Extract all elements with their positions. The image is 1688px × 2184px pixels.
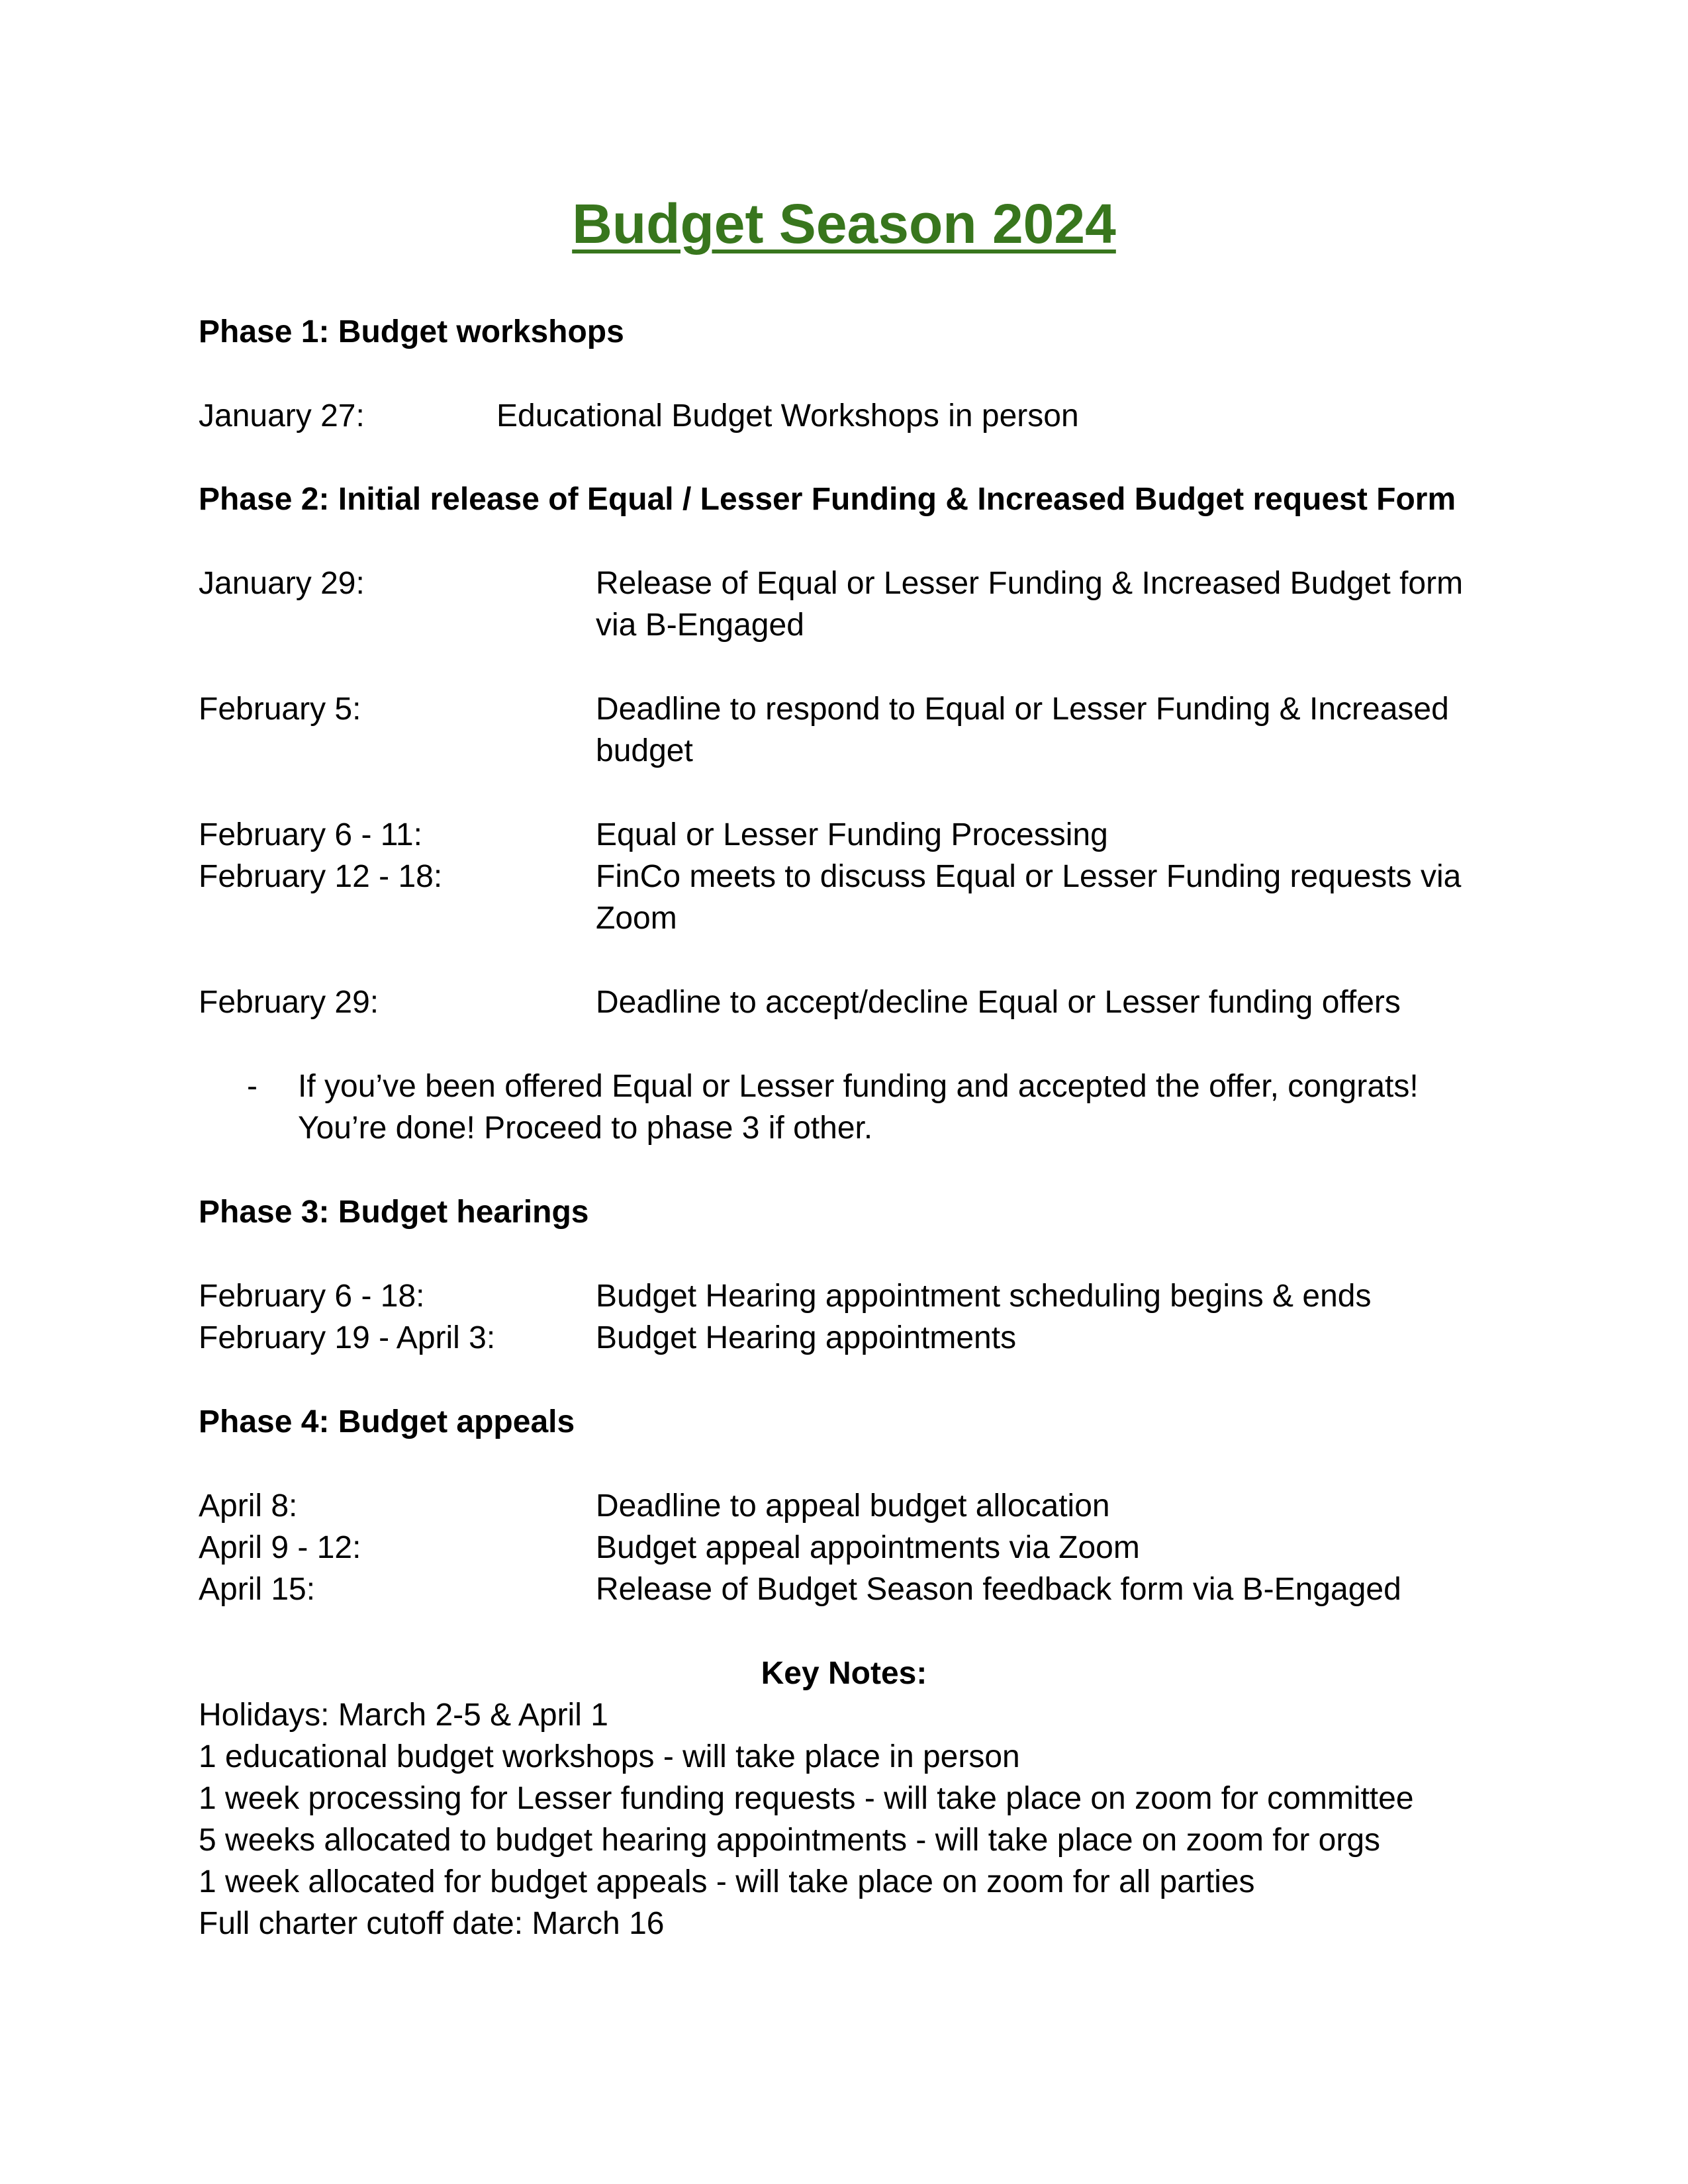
phase2-desc-1b: via B-Engaged: [596, 608, 804, 643]
phase2-date-4: February 12 - 18:: [199, 859, 443, 894]
phase2-desc-2a: Deadline to respond to Equal or Lesser Funding & Increased: [596, 692, 1449, 727]
phase2-heading: Phase 2: Initial release of Equal / Lesser Funding & Increased Budget request Form: [199, 482, 1456, 517]
phase4-heading: Phase 4: Budget appeals: [199, 1404, 575, 1439]
bullet-text-line2: You’re done! Proceed to phase 3 if other.: [298, 1111, 873, 1146]
phase2-desc-4a: FinCo meets to discuss Equal or Lesser Funding requests via: [596, 859, 1462, 894]
phase4-desc-2: Budget appeal appointments via Zoom: [596, 1530, 1140, 1565]
key-note-line: 1 week allocated for budget appeals - will take place on zoom for all parties: [199, 1864, 1255, 1899]
phase1-heading: Phase 1: Budget workshops: [199, 314, 624, 349]
page-title: Budget Season 2024: [572, 193, 1116, 255]
phase2-desc-4b: Zoom: [596, 901, 677, 936]
phase4-desc-3: Release of Budget Season feedback form via B-Engaged: [596, 1572, 1401, 1607]
phase4-date-2: April 9 - 12:: [199, 1530, 361, 1565]
phase2-desc-3: Equal or Lesser Funding Processing: [596, 817, 1108, 852]
phase4-desc-1: Deadline to appeal budget allocation: [596, 1488, 1110, 1524]
phase2-date-3: February 6 - 11:: [199, 817, 422, 852]
phase3-date-1: February 6 - 18:: [199, 1279, 425, 1314]
key-notes-heading: Key Notes:: [761, 1656, 927, 1691]
bullet-text-line1: If you’ve been offered Equal or Lesser funding and accepted the offer, congrats!: [298, 1069, 1419, 1104]
phase2-desc-1a: Release of Equal or Lesser Funding & Increased Budget form: [596, 566, 1464, 601]
key-note-line: 5 weeks allocated to budget hearing appointments - will take place on zoom for orgs: [199, 1823, 1381, 1858]
key-note-line: Full charter cutoff date: March 16: [199, 1906, 665, 1941]
phase3-heading: Phase 3: Budget hearings: [199, 1195, 589, 1230]
key-note-line: Holidays: March 2-5 & April 1: [199, 1698, 608, 1733]
phase3-desc-1: Budget Hearing appointment scheduling begins & ends: [596, 1279, 1372, 1314]
phase3-date-2: February 19 - April 3:: [199, 1320, 496, 1355]
phase4-date-1: April 8:: [199, 1488, 298, 1524]
bullet-dash: -: [247, 1069, 258, 1104]
key-note-line: 1 week processing for Lesser funding requests - will take place on zoom for committee: [199, 1781, 1414, 1816]
phase2-date-1: January 29:: [199, 566, 365, 601]
phase3-desc-2: Budget Hearing appointments: [596, 1320, 1017, 1355]
phase4-date-3: April 15:: [199, 1572, 316, 1607]
phase2-desc-2b: budget: [596, 733, 693, 768]
phase2-date-5: February 29:: [199, 985, 379, 1020]
phase1-date-1: January 27:: [199, 398, 365, 433]
phase2-desc-5: Deadline to accept/decline Equal or Lesser funding offers: [596, 985, 1401, 1020]
phase2-date-2: February 5:: [199, 692, 361, 727]
phase1-desc-1: Educational Budget Workshops in person: [496, 398, 1079, 433]
key-note-line: 1 educational budget workshops - will take place in person: [199, 1739, 1020, 1774]
